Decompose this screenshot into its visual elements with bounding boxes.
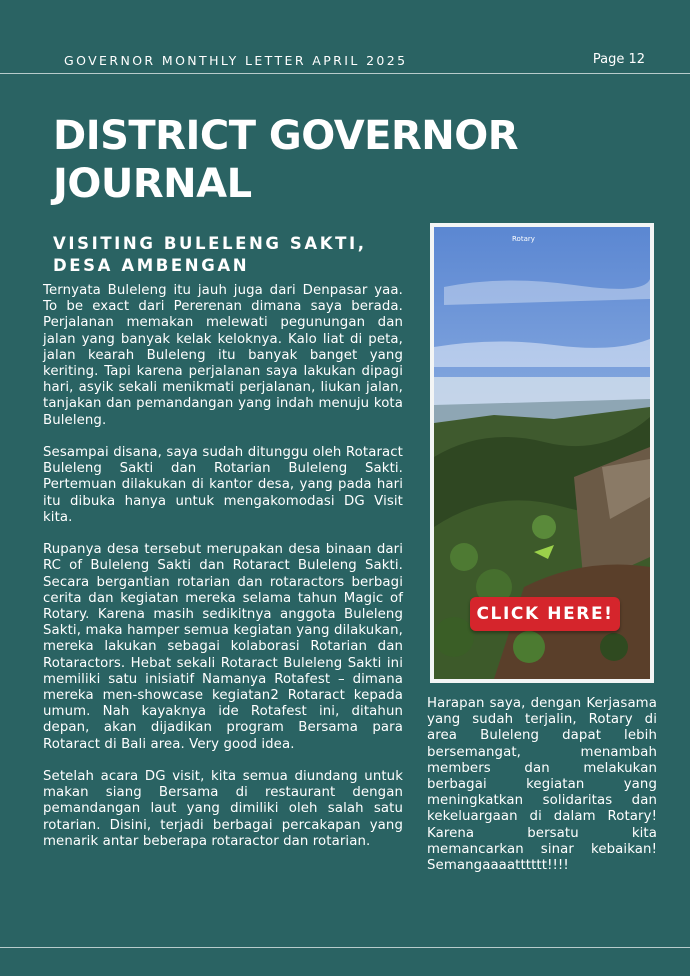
page-title-line-1: DISTRICT GOVERNOR: [53, 113, 519, 159]
click-here-button[interactable]: CLICK HERE!: [470, 597, 620, 631]
article-subtitle-line-2: DESA AMBENGAN: [53, 256, 250, 275]
header-newsletter-title: GOVERNOR MONTHLY LETTER APRIL 2025: [64, 53, 408, 68]
article-paragraph: Ternyata Buleleng itu jauh juga dari Denpasar yaa. To be exact dari Pererenan dimana saya berada. Perjalanan memakan melewati pegunungan dan jalan yang banyak kelak keloknya. Kalo liat di peta, jalan kearah Buleleng itu banyak banget yang keriting. Tapi karena perjalanan saya lakukan dipagi hari, asyik sekali menikmati perjalanan, liukan jalan, tanjakan dan pemandangan yang indah menuju kota Buleleng.: [43, 283, 403, 428]
article-subtitle-line-1: VISITING BULELENG SAKTI,: [53, 234, 367, 253]
header-divider: [0, 73, 690, 74]
rotary-logo: Rotary: [512, 235, 535, 243]
article-body-right-column: [427, 696, 657, 890]
article-paragraph: Sesampai disana, saya sudah ditunggu oleh Rotaract Buleleng Sakti dan Rotarian Buleleng Sakti. Pertemuan dilakukan di kantor desa, yang pada hari itu dibuka hanya untuk mengakomodasi DG Visit kita.: [43, 445, 403, 525]
article-photo: [434, 227, 650, 679]
footer-divider: [0, 947, 690, 948]
page-title-line-2: JOURNAL: [53, 161, 252, 207]
article-body-left-column: [43, 283, 403, 866]
article-photo-frame: [430, 223, 654, 683]
article-closing-paragraph: Harapan saya, dengan Kerjasama yang sudah terjalin, Rotary di area Buleleng dapat lebih bersemangat, menambah members dan melakukan berbagai kegiatan yang meningkatkan solidaritas dan kekeluargaan di dalam Rotary! Karena bersatu kita memancarkan sinar kebaikan! Semangaaaatttttt!!!!: [427, 696, 657, 874]
page-title: [53, 112, 518, 208]
page-number: Page 12: [592, 52, 645, 67]
article-subtitle: [53, 233, 367, 277]
article-paragraph: Rupanya desa tersebut merupakan desa binaan dari RC of Buleleng Sakti dan Rotaract Buleleng Sakti. Secara bergantian rotarian dan rotaractors berbagi cerita dan kegiatan mereka selama tahun Magic of Rotary. Karena masih sedikitnya anggota Buleleng Sakti, maka hamper semua kegiatan yang dilakukan, mereka lakukan sebagai kolaborasi Rotarian dan Rotaractors. Hebat sekali Rotaract Buleleng Sakti ini memiliki satu inisiatif Namanya Rotafest – dimana mereka men-showcase kegiatan2 Rotaract kepada umum. Nah kayaknya ide Rotafest ini, ditahun depan, akan dijadikan program Bersama para Rotaract di Bali area. Very good idea.: [43, 542, 403, 752]
article-paragraph: Setelah acara DG visit, kita semua diundang untuk makan siang Bersama di restaurant dengan pemandangan laut yang dimiliki oleh salah satu rotarian. Disini, terjadi berbagai percakapan yang menarik antar beberapa rotaractor dan rotarian.: [43, 769, 403, 849]
